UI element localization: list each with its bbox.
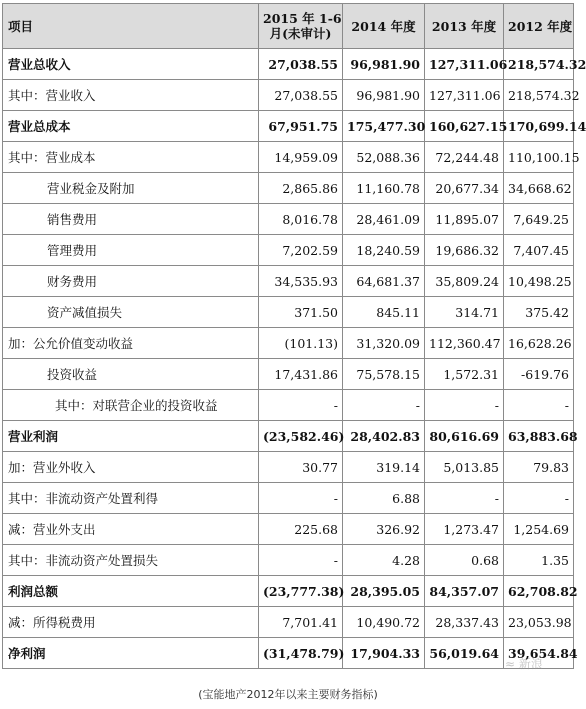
row-value: 84,357.07 <box>425 576 504 607</box>
row-label: 营业总收入 <box>3 49 259 80</box>
table-row <box>3 111 574 142</box>
table-row <box>3 607 574 638</box>
header-2015-h1 <box>259 4 343 49</box>
row-value: 1,273.47 <box>425 514 504 545</box>
table-row <box>3 638 574 669</box>
row-value: 6.88 <box>343 483 425 514</box>
row-value: 112,360.47 <box>425 328 504 359</box>
row-value: 11,160.78 <box>343 173 425 204</box>
header-2014: 2014 年度 <box>343 4 425 49</box>
row-value: 218,574.32 <box>504 80 574 111</box>
row-label: 管理费用 <box>3 235 259 266</box>
row-value: 218,574.32 <box>504 49 574 80</box>
row-value: 52,088.36 <box>343 142 425 173</box>
row-value: (23,777.38) <box>259 576 343 607</box>
row-value: 34,535.93 <box>259 266 343 297</box>
row-value: 96,981.90 <box>343 80 425 111</box>
row-value: 23,053.98 <box>504 607 574 638</box>
row-value: 1,572.31 <box>425 359 504 390</box>
row-label: 减：营业外支出 <box>3 514 259 545</box>
row-label: 其中：营业成本 <box>3 142 259 173</box>
financial-table-container <box>2 3 586 669</box>
header-2012: 2012 年度 <box>504 4 574 49</box>
row-value: 39,654.84 <box>504 638 574 669</box>
row-value: 67,951.75 <box>259 111 343 142</box>
table-row <box>3 452 574 483</box>
table-row <box>3 576 574 607</box>
row-value: 7,701.41 <box>259 607 343 638</box>
row-value: (31,478.79) <box>259 638 343 669</box>
row-label: 营业利润 <box>3 421 259 452</box>
table-row <box>3 545 574 576</box>
row-value: - <box>504 390 574 421</box>
row-value: 20,677.34 <box>425 173 504 204</box>
row-label: 其中：对联营企业的投资收益 <box>3 390 259 421</box>
row-value: 127,311.06 <box>425 80 504 111</box>
row-value: -619.76 <box>504 359 574 390</box>
row-value: - <box>259 545 343 576</box>
row-value: 28,461.09 <box>343 204 425 235</box>
row-value: 5,013.85 <box>425 452 504 483</box>
table-row <box>3 173 574 204</box>
row-label: 其中：非流动资产处置损失 <box>3 545 259 576</box>
row-value: 326.92 <box>343 514 425 545</box>
table-row <box>3 80 574 111</box>
row-value: 10,498.25 <box>504 266 574 297</box>
row-value: 4.28 <box>343 545 425 576</box>
row-value: 80,616.69 <box>425 421 504 452</box>
table-row <box>3 390 574 421</box>
row-value: 7,407.45 <box>504 235 574 266</box>
row-value: 79.83 <box>504 452 574 483</box>
row-label: 营业税金及附加 <box>3 173 259 204</box>
row-value: 63,883.68 <box>504 421 574 452</box>
row-value: 314.71 <box>425 297 504 328</box>
row-value: 64,681.37 <box>343 266 425 297</box>
row-label: 减：所得税费用 <box>3 607 259 638</box>
table-row <box>3 266 574 297</box>
row-value: 19,686.32 <box>425 235 504 266</box>
row-value: 34,668.62 <box>504 173 574 204</box>
table-row <box>3 142 574 173</box>
row-value: 96,981.90 <box>343 49 425 80</box>
row-value: 1,254.69 <box>504 514 574 545</box>
row-value: 14,959.09 <box>259 142 343 173</box>
row-value: 28,337.43 <box>425 607 504 638</box>
header-2015-line1: 2015 年 1-6 <box>263 11 342 26</box>
table-row <box>3 421 574 452</box>
header-2015-line2: 月(未审计) <box>269 26 332 41</box>
row-value: 845.11 <box>343 297 425 328</box>
financial-table <box>2 3 586 669</box>
header-2013: 2013 年度 <box>425 4 504 49</box>
row-label: 其中：非流动资产处置利得 <box>3 483 259 514</box>
row-label: 投资收益 <box>3 359 259 390</box>
row-value: 56,019.64 <box>425 638 504 669</box>
row-value: 10,490.72 <box>343 607 425 638</box>
row-label: 加：公允价值变动收益 <box>3 328 259 359</box>
row-value: 11,895.07 <box>425 204 504 235</box>
row-value: 170,699.14 <box>504 111 574 142</box>
table-row <box>3 49 574 80</box>
table-row <box>3 235 574 266</box>
row-value: 72,244.48 <box>425 142 504 173</box>
row-value: 7,649.25 <box>504 204 574 235</box>
row-value: 7,202.59 <box>259 235 343 266</box>
table-row <box>3 204 574 235</box>
row-value: 28,402.83 <box>343 421 425 452</box>
row-value: 31,320.09 <box>343 328 425 359</box>
row-label: 净利润 <box>3 638 259 669</box>
row-value: 27,038.55 <box>259 80 343 111</box>
row-label: 其中：营业收入 <box>3 80 259 111</box>
row-value: 371.50 <box>259 297 343 328</box>
row-value: 35,809.24 <box>425 266 504 297</box>
table-row <box>3 514 574 545</box>
row-value: 160,627.15 <box>425 111 504 142</box>
row-value: - <box>425 390 504 421</box>
row-value: 2,865.86 <box>259 173 343 204</box>
row-value: 225.68 <box>259 514 343 545</box>
row-value: (23,582.46) <box>259 421 343 452</box>
table-row <box>3 328 574 359</box>
row-value: (101.13) <box>259 328 343 359</box>
row-value: 17,904.33 <box>343 638 425 669</box>
table-row <box>3 297 574 328</box>
row-value: 18,240.59 <box>343 235 425 266</box>
row-value: - <box>343 390 425 421</box>
row-label: 财务费用 <box>3 266 259 297</box>
table-row <box>3 483 574 514</box>
row-value: 175,477.30 <box>343 111 425 142</box>
image-caption: (宝能地产2012年以来主要财务指标) <box>198 688 378 701</box>
row-value: 30.77 <box>259 452 343 483</box>
row-label: 利润总额 <box>3 576 259 607</box>
table-body <box>3 49 586 669</box>
row-value: 110,100.15 <box>504 142 574 173</box>
row-label: 加：营业外收入 <box>3 452 259 483</box>
row-value: 17,431.86 <box>259 359 343 390</box>
header-item: 项目 <box>3 4 259 49</box>
row-value: - <box>259 483 343 514</box>
row-value: 319.14 <box>343 452 425 483</box>
table-header-row <box>3 4 574 49</box>
row-value: 1.35 <box>504 545 574 576</box>
watermark-logo: ≈ 新浪 <box>505 657 543 671</box>
row-value: 16,628.26 <box>504 328 574 359</box>
row-label: 资产减值损失 <box>3 297 259 328</box>
row-value: - <box>425 483 504 514</box>
row-value: 75,578.15 <box>343 359 425 390</box>
row-value: 8,016.78 <box>259 204 343 235</box>
row-value: 28,395.05 <box>343 576 425 607</box>
row-value: - <box>504 483 574 514</box>
row-value: 127,311.06 <box>425 49 504 80</box>
row-value: 27,038.55 <box>259 49 343 80</box>
table-row <box>3 359 574 390</box>
row-label: 销售费用 <box>3 204 259 235</box>
row-value: 375.42 <box>504 297 574 328</box>
row-value: - <box>259 390 343 421</box>
row-label: 营业总成本 <box>3 111 259 142</box>
row-value: 0.68 <box>425 545 504 576</box>
row-value: 62,708.82 <box>504 576 574 607</box>
